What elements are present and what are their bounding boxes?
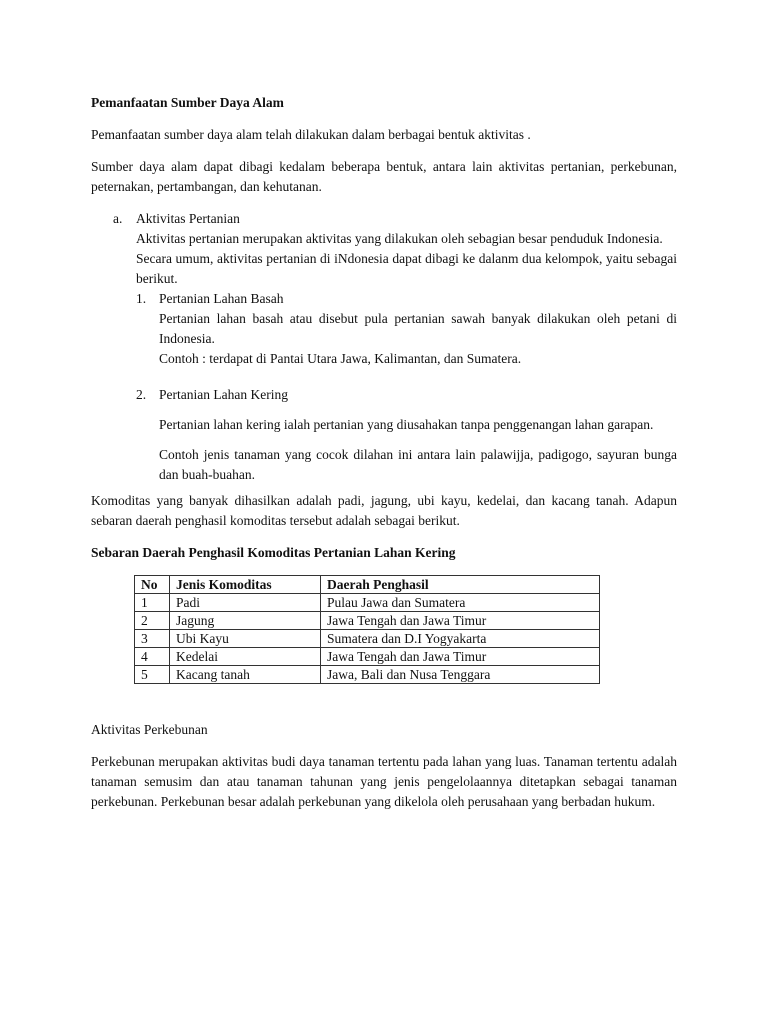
cell-jenis: Jagung xyxy=(170,612,321,630)
item-text: Pertanian lahan kering ialah pertanian yang diusahakan tanpa penggenangan lahan garapan. xyxy=(159,417,654,432)
list-marker: a. xyxy=(113,211,123,226)
header-no: No xyxy=(135,576,170,594)
list-item xyxy=(136,385,677,485)
table-row xyxy=(135,666,600,684)
cell-no: 5 xyxy=(135,666,170,684)
header-daerah-penghasil: Daerah Penghasil xyxy=(321,576,600,594)
cell-no: 1 xyxy=(135,594,170,612)
cell-no: 3 xyxy=(135,630,170,648)
cell-jenis: Kedelai xyxy=(170,648,321,666)
item-text: Pertanian lahan basah atau disebut pula pertanian sawah banyak dilakukan oleh petani di Indonesia. xyxy=(159,311,677,346)
item-example: Contoh jenis tanaman yang cocok dilahan ini antara lain palawijja, padigogo, sayuran bunga dan buah-buahan. xyxy=(159,447,677,482)
section-heading: Aktivitas Pertanian xyxy=(136,211,240,226)
list-marker: 2. xyxy=(136,387,147,402)
perkebunan-paragraph: Perkebunan merupakan aktivitas budi daya tanaman tertentu pada lahan yang luas. Tanaman tertentu adalah tanaman semusim dan atau tanaman tahunan yang jenis pengelolaannya ditetapkan sebagai tanaman perkebunan. Perkebunan besar adalah perkebunan yang dikelola oleh perusahaan yang berbadan hukum. xyxy=(91,754,677,809)
table-header-row xyxy=(135,576,600,594)
cell-no: 2 xyxy=(135,612,170,630)
cell-no: 4 xyxy=(135,648,170,666)
cell-jenis: Kacang tanah xyxy=(170,666,321,684)
list-item xyxy=(136,289,677,369)
table-row xyxy=(135,630,600,648)
cell-daerah: Sumatera dan D.I Yogyakarta xyxy=(321,630,600,648)
section-description-2: Secara umum, aktivitas pertanian di iNdonesia dapat dibagi ke dalanm dua kelompok, yaitu sebagai berikut. xyxy=(136,251,677,286)
header-jenis-komoditas: Jenis Komoditas xyxy=(170,576,321,594)
cell-daerah: Jawa, Bali dan Nusa Tenggara xyxy=(321,666,600,684)
document-page xyxy=(91,93,677,812)
perkebunan-heading: Aktivitas Perkebunan xyxy=(91,722,208,737)
cell-daerah: Jawa Tengah dan Jawa Timur xyxy=(321,612,600,630)
cell-jenis: Ubi Kayu xyxy=(170,630,321,648)
item-heading: Pertanian Lahan Kering xyxy=(159,387,288,402)
section-aktivitas-pertanian xyxy=(91,209,677,485)
intro-paragraph-2: Sumber daya alam dapat dibagi kedalam beberapa bentuk, antara lain aktivitas pertanian, perkebunan, peternakan, pertambangan, dan kehutanan. xyxy=(91,159,677,194)
table-row xyxy=(135,648,600,666)
table-row xyxy=(135,612,600,630)
item-example: Contoh : terdapat di Pantai Utara Jawa, Kalimantan, dan Sumatera. xyxy=(159,351,522,366)
list-marker: 1. xyxy=(136,291,147,306)
table-title: Sebaran Daerah Penghasil Komoditas Pertanian Lahan Kering xyxy=(91,545,456,560)
page-title: Pemanfaatan Sumber Daya Alam xyxy=(91,95,284,110)
komoditas-paragraph: Komoditas yang banyak dihasilkan adalah padi, jagung, ubi kayu, kedelai, dan kacang tanah. Adapun sebaran daerah penghasil komoditas tersebut adalah sebagai berikut. xyxy=(91,493,677,528)
section-description: Aktivitas pertanian merupakan aktivitas yang dilakukan oleh sebagian besar penduduk Indonesia. xyxy=(136,231,663,246)
komoditas-table xyxy=(134,575,600,684)
cell-daerah: Pulau Jawa dan Sumatera xyxy=(321,594,600,612)
item-heading: Pertanian Lahan Basah xyxy=(159,291,284,306)
cell-jenis: Padi xyxy=(170,594,321,612)
table-row xyxy=(135,594,600,612)
intro-paragraph: Pemanfaatan sumber daya alam telah dilakukan dalam berbagai bentuk aktivitas . xyxy=(91,127,531,142)
cell-daerah: Jawa Tengah dan Jawa Timur xyxy=(321,648,600,666)
